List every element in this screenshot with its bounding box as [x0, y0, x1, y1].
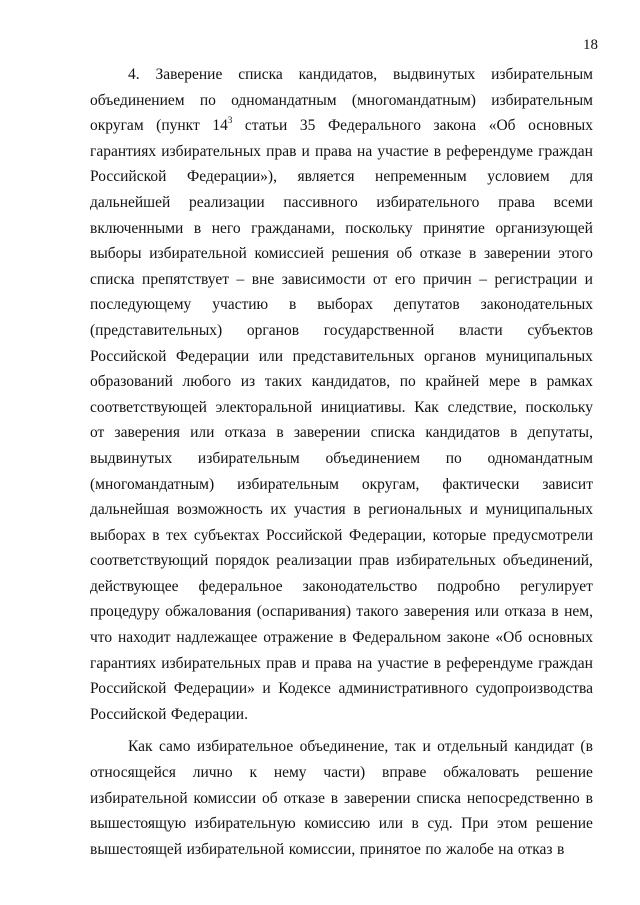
text-line: (представительных) органов государственной власти субъектов: [90, 321, 593, 339]
document-body: [90, 62, 593, 862]
paragraph: [90, 62, 593, 727]
text-line: Российской Федерации или представительных органов муниципальных: [90, 347, 593, 365]
text-line: процедуру обжалования (оспаривания) такого заверения или отказа в нем,: [90, 603, 593, 621]
text-line: последующему участию в выборах депутатов законодательных: [90, 296, 593, 314]
text-line: (многомандатным) избирательным округам, фактически зависит: [90, 475, 593, 493]
text-line: что находит надлежащее отражение в Федеральном законе «Об основных: [90, 629, 593, 647]
text-line: дальнейшей реализации пассивного избирательного права всеми: [90, 193, 593, 211]
text-line: гарантиях избирательных прав и права на участие в референдуме граждан: [90, 142, 593, 160]
text-line: гарантиях избирательных прав и права на участие в референдуме граждан: [90, 654, 593, 672]
text-line: Российской Федерации.: [90, 705, 248, 723]
text-line: относящейся лично к нему части) вправе обжаловать решение: [90, 764, 593, 782]
text-line: выборах в тех субъектах Российской Федерации, которые предусмотрели: [90, 526, 593, 544]
text-line: списка препятствует – вне зависимости от его причин – регистрации и: [90, 270, 593, 288]
text-line: включенными в него гражданами, поскольку принятие организующей: [90, 219, 593, 237]
text-line: соответствующий порядок реализации прав избирательных объединений,: [90, 552, 593, 570]
paragraph: [90, 734, 593, 862]
text-line: действующее федеральное законодательство подробно регулирует: [90, 577, 593, 595]
text-line: вышестоящей избирательной комиссии, принятое по жалобе на отказ в: [90, 840, 565, 858]
text-line: Как само избирательное объединение, так и отдельный кандидат (в: [128, 738, 593, 756]
text-line: образований любого из таких кандидатов, по крайней мере в рамках: [90, 373, 593, 391]
text-line: Российской Федерации» и Кодексе административного судопроизводства: [90, 680, 593, 698]
page-number: 18: [583, 37, 598, 53]
text-line: избирательной комиссии об отказе в заверении списка непосредственно в: [90, 789, 593, 807]
text-line: объединением по одномандатным (многомандатным) избирательным: [90, 91, 593, 109]
text-line: дальнейшая возможность их участия в региональных и муниципальных: [90, 501, 593, 519]
text-line: 4. Заверение списка кандидатов, выдвинутых избирательным: [128, 66, 593, 83]
text-line: округам (пункт $14^3$ статьи 35 Федерального закона «Об основных: [90, 115, 593, 135]
text-line: Российской Федерации»), является непременным условием для: [90, 168, 593, 186]
text-line: от заверения или отказа в заверении списка кандидатов в депутаты,: [90, 424, 593, 442]
text-line: выборы избирательной комиссией решения об отказе в заверении этого: [90, 245, 593, 263]
text-line: соответствующей электоральной инициативы. Как следствие, поскольку: [90, 398, 593, 416]
text-line: выдвинутых избирательным объединением по одномандатным: [90, 449, 593, 467]
text-line: вышестоящую избирательную комиссию или в суд. При этом решение: [90, 815, 593, 833]
